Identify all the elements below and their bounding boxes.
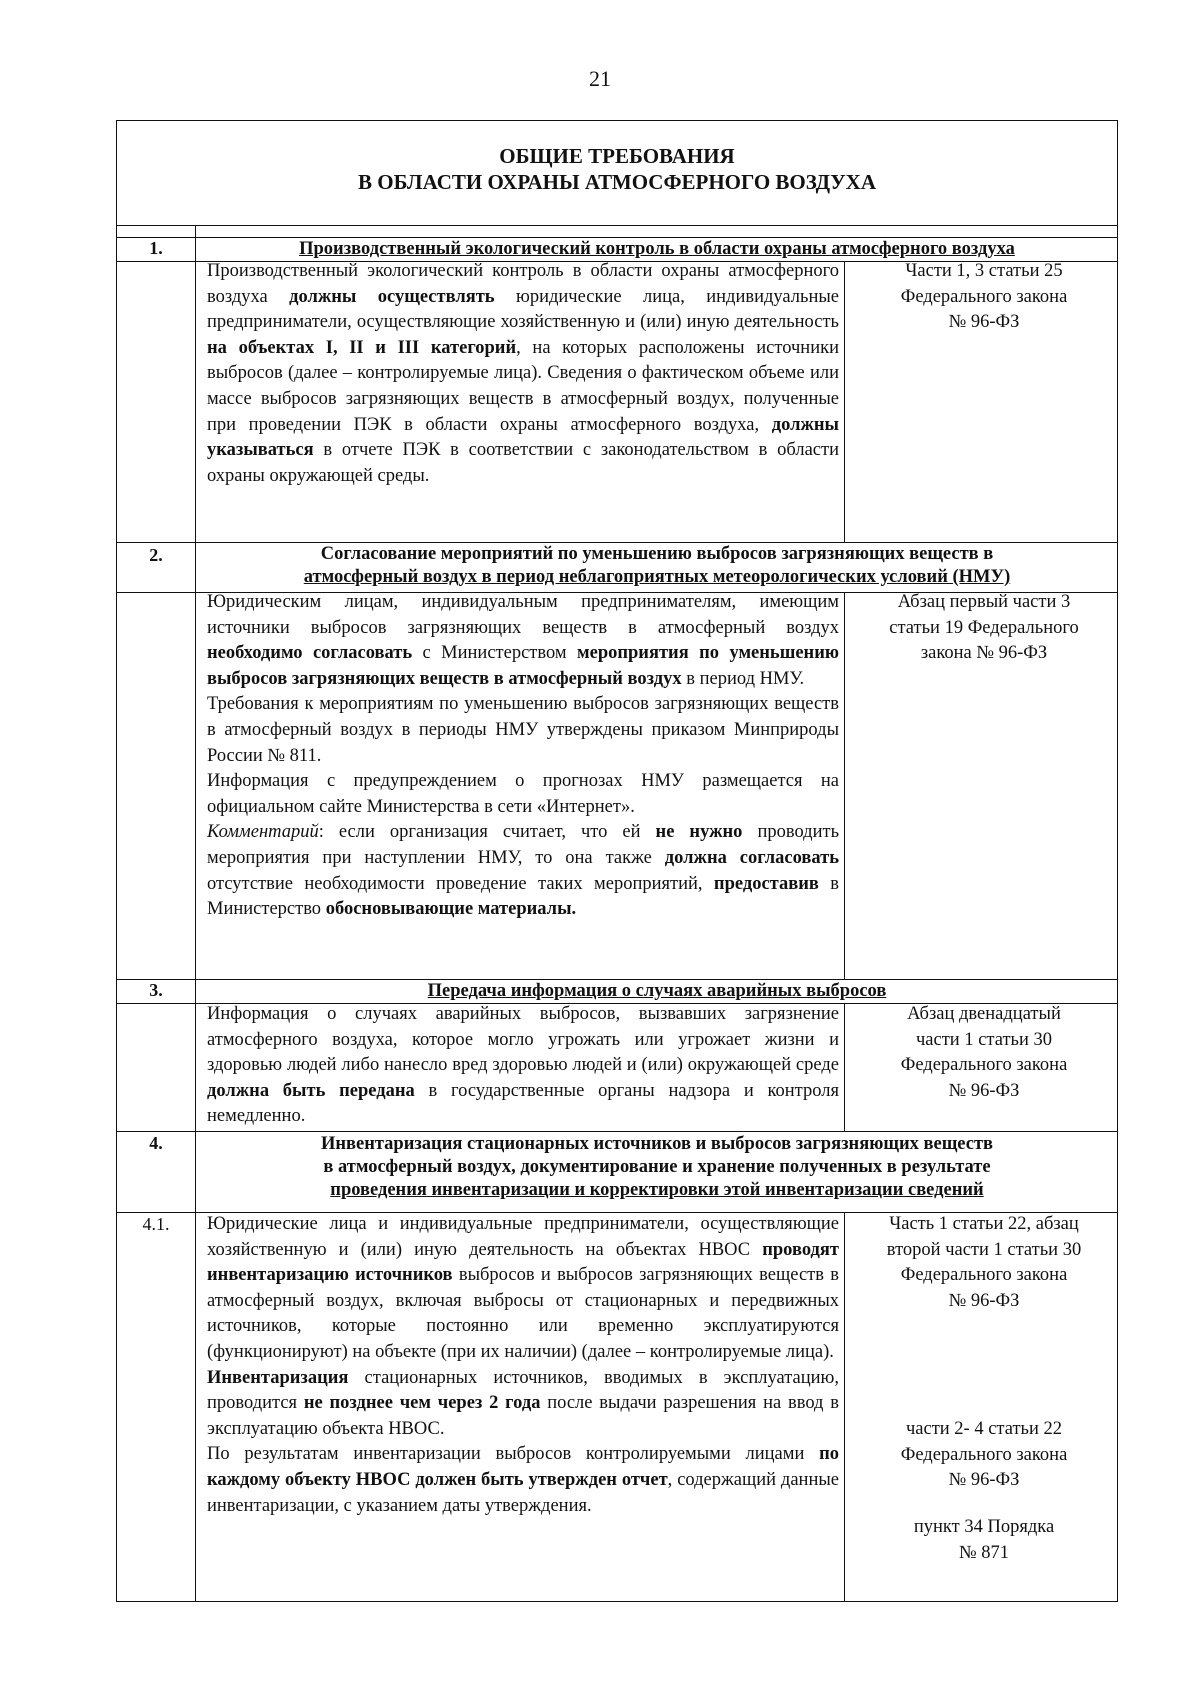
section-number: 1. <box>149 238 163 258</box>
body-text: с Министерством <box>412 643 577 664</box>
reference-line: Федерального закона <box>900 1265 1068 1286</box>
reference-line: № 96-ФЗ <box>948 312 1020 333</box>
reference-line: статьи 19 Федерального <box>889 617 1079 638</box>
page-title <box>117 143 1117 195</box>
heading-line: атмосферный воздух в период неблагоприятных метеорологических условий (НМУ) <box>303 567 1011 587</box>
reference-line: Федерального закона <box>900 1444 1068 1465</box>
reference-line: Федерального закона <box>900 1055 1068 1076</box>
column-divider <box>844 261 845 542</box>
body-text: в отчете ПЭК в соответствии с законодательством в области охраны окружающей среды. <box>207 440 839 486</box>
body-text: в период НМУ. <box>681 668 805 689</box>
body-emphasis: проводят инвентаризацию источников <box>207 1239 839 1286</box>
body-emphasis: по каждому объекту НВОС должен быть утвержден отчет <box>207 1444 839 1490</box>
body-text: : если организация считает, что ей <box>318 822 656 843</box>
body-emphasis: должны указываться <box>207 414 839 461</box>
body-emphasis: необходимо согласовать <box>207 643 413 664</box>
reference-line: части 1 статьи 30 <box>915 1029 1052 1050</box>
reference-line: № 871 <box>958 1542 1010 1563</box>
body-text: в Министерство <box>207 873 839 920</box>
column-divider <box>844 1212 845 1601</box>
body-emphasis: не позднее чем через 2 года <box>303 1393 541 1414</box>
heading-line: проведения инвентаризации и корректировки этой инвентаризации сведений <box>330 1180 984 1200</box>
reference-line: закона № 96-ФЗ <box>920 643 1048 664</box>
page-number: 21 <box>589 66 611 91</box>
section-number: 4.1. <box>142 1214 170 1234</box>
reference-line: Абзац двенадцатый <box>907 1004 1061 1024</box>
body-text: юридические лица, индивидуальные предприниматели, осуществляющие хозяйственную и (или) иную деятельность <box>207 286 839 333</box>
section-body <box>207 1002 839 1130</box>
section-body <box>207 259 839 489</box>
body-text: , на которых расположены источники выбросов (далее – контролируемые лица). Сведения о фактическом объеме или массе выбросов загрязняющих веществ в атмосферный воздух, полученные при проведении ПЭК в области охраны атмосферного воздуха, <box>207 337 839 435</box>
body-text: Производственный экологический контроль в области охраны атмосферного воздуха <box>207 261 839 307</box>
body-emphasis: Инвентаризация <box>207 1367 349 1388</box>
reference-line: № 96-ФЗ <box>948 1470 1020 1491</box>
reference-line: части 2- 4 статьи 22 <box>905 1419 1063 1439</box>
section-body <box>207 590 839 923</box>
section-number: 3. <box>149 980 163 1000</box>
reference-line: пункт 34 Порядка <box>913 1517 1055 1537</box>
body-text: в государственные органы надзора и контроля немедленно. <box>207 1080 839 1127</box>
body-emphasis: мероприятия по уменьшению выбросов загрязняющих веществ в атмосферный воздух <box>207 643 839 689</box>
body-text: после выдачи разрешения на ввод в эксплуатацию объекта НВОС. <box>207 1393 839 1439</box>
body-emphasis: обосновывающие материалы. <box>325 899 577 920</box>
column-divider <box>195 225 196 1601</box>
body-text: выбросов и выбросов загрязняющих веществ в атмосферный воздух, включая выбросы от стационарных и передвижных источников, которые постоянно или временно эксплуатируются (функционируют) на объекте (при их наличии) (далее – контролируемые лица). <box>207 1265 839 1362</box>
section-body <box>207 1212 839 1519</box>
divider <box>117 225 1117 226</box>
column-divider <box>844 592 845 979</box>
heading-line: в атмосферный воздух, документирование и хранение полученных в результате <box>323 1157 991 1177</box>
divider <box>117 1131 1117 1132</box>
body-text: стационарных источников, вводимых в эксплуатацию, проводится <box>207 1367 839 1414</box>
column-divider <box>844 1003 845 1131</box>
section-number: 2. <box>149 545 163 565</box>
body-paragraph: Требования к мероприятиям по уменьшению выбросов загрязняющих веществ в атмосферный воздух в периоды НМУ утверждены приказом Минприроды России № 811. <box>207 694 839 766</box>
reference-line: Абзац первый части 3 <box>897 592 1071 612</box>
legal-reference <box>850 1212 1118 1314</box>
body-emphasis: предоставив <box>713 873 819 894</box>
heading-line: Инвентаризация стационарных источников и выбросов загрязняющих веществ <box>320 1134 994 1154</box>
legal-reference <box>850 1002 1118 1104</box>
title-line-1: ОБЩИЕ ТРЕБОВАНИЯ <box>499 144 735 168</box>
body-text: По результатам инвентаризации выбросов контролируемыми лицами <box>207 1444 820 1465</box>
body-emphasis: не нужно <box>655 822 743 843</box>
requirements-table <box>116 120 1118 1602</box>
body-emphasis: должны осуществлять <box>289 286 495 307</box>
body-text: отсутствие необходимости проведение таких мероприятий, <box>207 873 714 894</box>
reference-line: № 96-ФЗ <box>948 1290 1020 1311</box>
section-heading <box>197 543 1117 589</box>
body-emphasis: должна быть передана <box>207 1080 415 1101</box>
legal-reference <box>850 1417 1118 1494</box>
reference-line: № 96-ФЗ <box>948 1080 1020 1101</box>
legal-reference <box>850 259 1118 336</box>
body-text: , содержащий данные инвентаризации, с указанием даты утверждения. <box>207 1469 839 1516</box>
body-paragraph: Информация с предупреждением о прогнозах НМУ размещается на официальном сайте Министерства в сети «Интернет». <box>207 771 839 817</box>
heading-line: Согласование мероприятий по уменьшению выбросов загрязняющих веществ в <box>320 544 994 564</box>
section-heading: Производственный экологический контроль в области охраны атмосферного воздуха <box>299 239 1015 259</box>
body-text: Юридическим лицам, индивидуальным предпринимателям, имеющим источники выбросов загрязняющих веществ в атмосферный воздух <box>207 592 839 638</box>
body-text: проводить мероприятия при наступлении НМУ, то она также <box>207 822 840 868</box>
section-heading <box>197 1133 1117 1202</box>
reference-line: Часть 1 статьи 22, абзац <box>889 1214 1079 1234</box>
legal-reference <box>850 590 1118 667</box>
body-emphasis: должна согласовать <box>664 847 839 868</box>
reference-line: второй части 1 статьи 30 <box>886 1239 1082 1260</box>
body-text: Юридические лица и индивидуальные предприниматели, осуществляющие хозяйственную и (или) иную деятельность на объектах НВОС <box>207 1214 839 1260</box>
reference-line: Федерального закона <box>900 286 1068 307</box>
title-line-2: В ОБЛАСТИ ОХРАНЫ АТМОСФЕРНОГО ВОЗДУХА <box>357 170 877 194</box>
body-text: Информация о случаях аварийных выбросов, вызвавших загрязнение атмосферного воздуха, которое могло угрожать или угрожает жизни и здоровью людей либо нанесло вред здоровью людей и (или) окружающей среде <box>207 1004 839 1076</box>
body-emphasis: на объектах I, II и III категорий <box>207 337 517 358</box>
legal-reference <box>850 1515 1118 1566</box>
section-heading: Передача информация о случаях аварийных выбросов <box>427 981 887 1001</box>
section-number: 4. <box>149 1133 163 1153</box>
reference-line: Части 1, 3 статьи 25 <box>905 261 1063 281</box>
comment-label: Комментарий <box>207 822 319 843</box>
